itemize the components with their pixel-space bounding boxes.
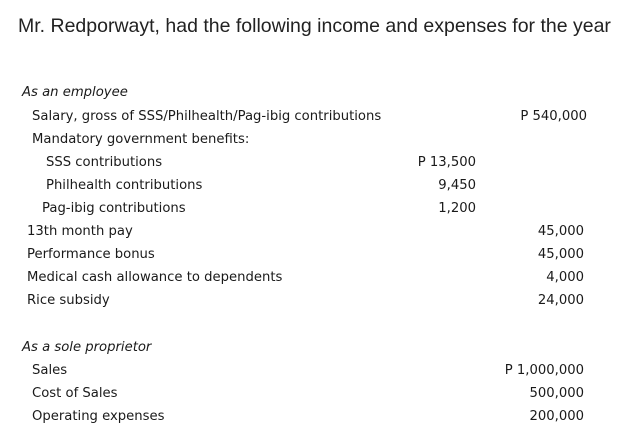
proprietor-value-operating-expenses: 200,000 (529, 409, 584, 424)
item-value-performance-bonus: 45,000 (537, 247, 584, 262)
salary-value: P 540,000 (520, 109, 587, 124)
item-label-performance-bonus: Performance bonus (27, 247, 155, 262)
item-value-rice-subsidy: 24,000 (537, 293, 584, 308)
item-label-13th-month: 13th month pay (27, 224, 133, 239)
item-label-rice-subsidy: Rice subsidy (27, 293, 110, 308)
benefits-heading: Mandatory government benefits: (32, 132, 250, 147)
item-value-13th-month: 45,000 (537, 224, 584, 239)
benefit-label-pagibig: Pag-ibig contributions (42, 201, 186, 216)
benefit-value-philhealth: 9,450 (438, 178, 476, 193)
benefit-value-pagibig: 1,200 (438, 201, 476, 216)
benefit-value-sss: P 13,500 (417, 155, 476, 170)
page-title: Mr. Redporwayt, had the following income and expenses for the year (18, 15, 611, 37)
proprietor-value-sales: P 1,000,000 (504, 363, 584, 378)
benefit-label-philhealth: Philhealth contributions (46, 178, 203, 193)
proprietor-label-cost-of-sales: Cost of Sales (32, 386, 118, 401)
proprietor-heading: As a sole proprietor (22, 340, 152, 355)
salary-label: Salary, gross of SSS/Philhealth/Pag-ibig contributions (32, 109, 382, 124)
proprietor-value-cost-of-sales: 500,000 (529, 386, 584, 401)
employee-heading: As an employee (22, 85, 128, 100)
proprietor-label-sales: Sales (32, 363, 68, 378)
item-label-medical-allowance: Medical cash allowance to dependents (27, 270, 283, 285)
item-value-medical-allowance: 4,000 (546, 270, 584, 285)
benefit-label-sss: SSS contributions (46, 155, 163, 170)
proprietor-label-operating-expenses: Operating expenses (32, 409, 165, 424)
